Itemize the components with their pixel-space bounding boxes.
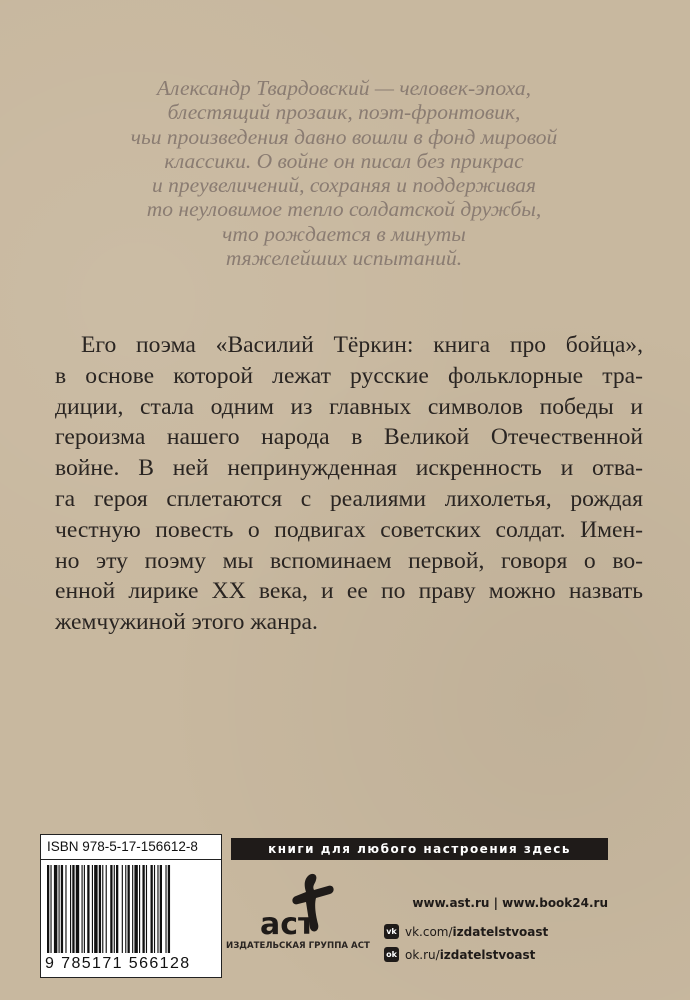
barcode-bar bbox=[128, 865, 130, 953]
barcode-bar bbox=[76, 865, 79, 953]
barcode-bar bbox=[139, 865, 140, 953]
publisher-tagline: книги для любого настроения здесь bbox=[231, 838, 608, 860]
barcode-bar bbox=[82, 865, 83, 953]
intro-quote bbox=[70, 76, 618, 270]
quote-line: и преувеличений, сохраняя и поддерживая bbox=[151, 173, 537, 198]
body-line: диции, стала одним из главных символов победы и bbox=[55, 393, 643, 420]
description-paragraph bbox=[55, 330, 643, 638]
body-line: но эту поэму мы вспоминаем первой, говоря о во- bbox=[55, 547, 643, 574]
body-line: га героя сплетаются с реалиями лихолетья, рождая bbox=[55, 485, 643, 512]
ok-url: ok.ru/izdatelstvoast bbox=[405, 947, 536, 962]
barcode-bar bbox=[142, 865, 144, 953]
barcode-bar bbox=[125, 865, 126, 953]
barcode-bar bbox=[102, 865, 103, 953]
barcode-bar bbox=[134, 865, 137, 953]
barcode-panel bbox=[40, 834, 222, 978]
barcode-bar bbox=[94, 865, 97, 953]
barcode-bars bbox=[47, 865, 215, 953]
body-line: Его поэма «Василий Тёркин: книга про бойца», bbox=[81, 332, 643, 358]
barcode-bar bbox=[72, 865, 74, 953]
barcode-bar bbox=[47, 865, 49, 953]
vk-icon: vk bbox=[384, 924, 399, 939]
barcode-bar bbox=[65, 865, 66, 953]
barcode-bar bbox=[99, 865, 101, 953]
body-line: в основе которой лежат русские фольклорные тра- bbox=[55, 362, 643, 389]
barcode-bar bbox=[87, 865, 89, 953]
ean-digits: 9 785171 566128 bbox=[45, 955, 191, 972]
publisher-links bbox=[384, 896, 608, 970]
website-links[interactable]: www.ast.ru | www.book24.ru bbox=[412, 896, 608, 910]
body-line: честную повесть о подвигах советских солдат. Имен- bbox=[55, 516, 643, 543]
logo-text: аст bbox=[260, 907, 316, 940]
body-line: енной лирике XX века, и ее по праву можно назвать bbox=[55, 578, 643, 605]
quote-line: тяжелейших испытаний. bbox=[225, 246, 463, 271]
barcode-bar bbox=[146, 865, 147, 953]
ok-icon: ok bbox=[384, 947, 399, 962]
barcode-bar bbox=[50, 865, 51, 953]
barcode-bar bbox=[92, 865, 93, 953]
barcode-bar bbox=[54, 865, 57, 953]
logo-caption: ИЗДАТЕЛЬСКАЯ ГРУППА АСТ bbox=[226, 941, 370, 951]
body-line: жемчужиной этого жанра. bbox=[55, 609, 318, 636]
barcode-bar bbox=[114, 865, 115, 953]
barcode-bar bbox=[132, 865, 133, 953]
barcode-bar bbox=[106, 865, 107, 953]
barcode-bar bbox=[84, 865, 85, 953]
vk-link[interactable] bbox=[384, 924, 608, 939]
barcode-bar bbox=[110, 865, 112, 953]
barcode-bar bbox=[154, 865, 155, 953]
isbn-label: ISBN 978-5-17-156612-8 bbox=[47, 839, 198, 854]
quote-line: классики. О войне он писал без прикрас bbox=[164, 148, 524, 173]
ok-link[interactable] bbox=[384, 947, 608, 962]
body-line: героизма нашего народа в Великой Отечественной bbox=[55, 424, 643, 451]
barcode-bar bbox=[116, 865, 118, 953]
barcode-bar bbox=[61, 865, 63, 953]
body-line: войне. В ней непринужденная искренность и отва- bbox=[55, 455, 643, 482]
quote-line: что рождается в минуты bbox=[222, 221, 466, 246]
quote-line: Александр Твардовский — человек-эпоха, bbox=[156, 76, 532, 100]
barcode-bar bbox=[122, 865, 123, 953]
quote-line: то неуловимое тепло солдатской дружбы, bbox=[146, 197, 542, 222]
quote-line: чьи произведения давно вошли в фонд мировой bbox=[130, 124, 558, 149]
barcode-bar bbox=[59, 865, 60, 953]
barcode-bar bbox=[157, 865, 158, 953]
ast-logo bbox=[258, 872, 338, 940]
barcode-bar bbox=[160, 865, 162, 953]
barcode-bar bbox=[70, 865, 71, 953]
vk-url: vk.com/izdatelstvoast bbox=[405, 924, 549, 939]
barcode-bar bbox=[151, 865, 153, 953]
barcode-bar bbox=[168, 865, 170, 953]
isbn-divider bbox=[41, 859, 221, 860]
barcode-bar bbox=[165, 865, 166, 953]
quote-line: блестящий прозаик, поэт-фронтовик, bbox=[167, 100, 521, 125]
